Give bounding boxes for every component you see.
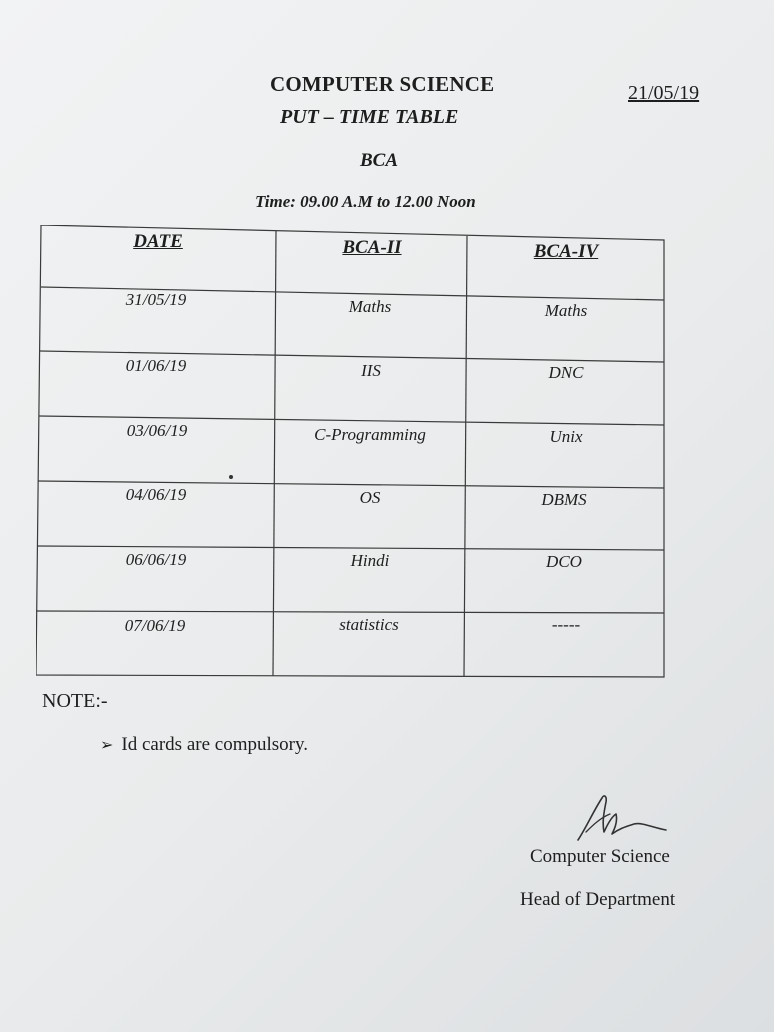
department-title: COMPUTER SCIENCE xyxy=(270,72,495,96)
table-cell-bca4: DNC xyxy=(548,363,584,382)
timetable xyxy=(36,225,666,678)
document-date: 21/05/19 xyxy=(628,82,700,104)
table-cell-bca4: DCO xyxy=(546,552,582,571)
note-text: Id cards are compulsory. xyxy=(121,734,308,755)
table-cell-date: 04/06/19 xyxy=(125,485,187,504)
table-cell-date: 06/06/19 xyxy=(125,550,187,569)
table-cell-date: 03/06/19 xyxy=(126,421,188,440)
table-cell-bca4: Unix xyxy=(549,427,583,446)
arrow-bullet-icon: ➢ xyxy=(100,737,114,754)
ink-dot xyxy=(229,475,233,479)
table-cell-bca2: C-Programming xyxy=(314,425,426,444)
table-cell-bca2: OS xyxy=(359,488,381,507)
table-cell-bca2: statistics xyxy=(339,615,399,634)
timetable-subtitle: PUT – TIME TABLE xyxy=(280,106,459,128)
table-cell-bca4: ----- xyxy=(551,615,581,634)
table-cell-date: 01/06/19 xyxy=(125,356,187,375)
signature-icon xyxy=(572,788,672,848)
note-label: NOTE:- xyxy=(42,690,108,712)
note-item xyxy=(100,734,308,756)
row-divider xyxy=(36,611,664,613)
table-cell-bca4: DBMS xyxy=(541,490,587,509)
course-name: BCA xyxy=(360,150,399,171)
signatory-role: Head of Department xyxy=(520,889,676,910)
table-cell-bca2: Hindi xyxy=(350,551,390,570)
column-divider xyxy=(464,236,467,676)
column-header-bca2: BCA-II xyxy=(342,237,402,258)
table-cell-date: 07/06/19 xyxy=(124,616,186,635)
table-cell-date: 31/05/19 xyxy=(125,290,187,309)
table-cell-bca2: IIS xyxy=(361,361,381,380)
column-header-date: DATE xyxy=(133,231,183,252)
column-header-bca4: BCA-IV xyxy=(533,241,599,262)
exam-timing: Time: 09.00 A.M to 12.00 Noon xyxy=(255,192,476,211)
table-cell-bca2: Maths xyxy=(348,297,392,316)
table-cell-bca4: Maths xyxy=(544,301,588,320)
signatory-department: Computer Science xyxy=(530,846,670,867)
column-divider xyxy=(273,231,276,676)
